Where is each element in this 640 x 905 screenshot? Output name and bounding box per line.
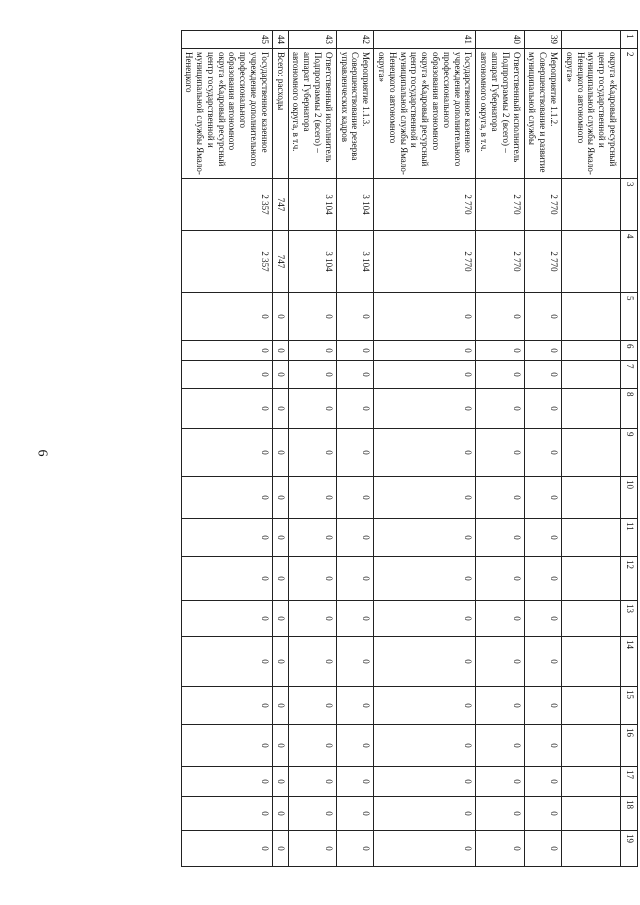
table-cell: 0 xyxy=(476,831,524,867)
table-cell: 0 xyxy=(374,341,476,361)
row-number: 44 xyxy=(272,31,288,49)
table-cell: 0 xyxy=(476,389,524,429)
table-cell xyxy=(562,293,621,341)
table-cell: 0 xyxy=(336,293,373,341)
table-cell: 0 xyxy=(181,429,272,477)
table-cell: 0 xyxy=(524,429,561,477)
table-cell: 0 xyxy=(336,557,373,601)
row-name: Государственное казенное учреждение дополнительного профессионального образования автономного округа «Кадровый ресурсный центр государственной и муниципальной службы Ямало-Ненецкого xyxy=(181,49,272,179)
table-cell: 0 xyxy=(476,767,524,797)
table-cell: 0 xyxy=(272,389,288,429)
table-cell xyxy=(562,389,621,429)
table-cell: 0 xyxy=(476,341,524,361)
table-cell xyxy=(562,477,621,519)
row-number: 42 xyxy=(336,31,373,49)
table-cell: 747 xyxy=(272,179,288,231)
table-cell: 0 xyxy=(272,637,288,687)
table-cell: 0 xyxy=(476,725,524,767)
table-cell: 0 xyxy=(374,831,476,867)
column-header: 7 xyxy=(621,361,638,389)
table-row xyxy=(288,31,336,867)
table-cell: 0 xyxy=(336,601,373,637)
table-cell: 0 xyxy=(272,687,288,725)
table-cell: 0 xyxy=(476,797,524,831)
column-header: 3 xyxy=(621,179,638,231)
column-header: 11 xyxy=(621,519,638,557)
row-name: Мероприятие 1.1.2. Совершенствование и развитие муниципальной службы xyxy=(524,49,561,179)
table-cell: 0 xyxy=(288,831,336,867)
table-cell xyxy=(562,767,621,797)
table-cell: 0 xyxy=(181,361,272,389)
table-cell: 2 770 xyxy=(524,179,561,231)
table-cell xyxy=(562,687,621,725)
table-cell xyxy=(562,361,621,389)
budget-table xyxy=(181,30,638,867)
table-cell: 2 770 xyxy=(476,179,524,231)
table-cell: 0 xyxy=(374,429,476,477)
table-cell: 0 xyxy=(476,293,524,341)
table-cell: 0 xyxy=(288,767,336,797)
table-cell: 0 xyxy=(181,725,272,767)
table-cell: 0 xyxy=(524,767,561,797)
page-number: 6 xyxy=(34,449,50,457)
column-header: 2 xyxy=(621,49,638,179)
table-cell: 0 xyxy=(374,557,476,601)
table-cell: 0 xyxy=(374,519,476,557)
table-cell: 0 xyxy=(288,725,336,767)
table-cell: 3 104 xyxy=(336,179,373,231)
table-cell: 0 xyxy=(181,637,272,687)
row-name: округа «Кадровый ресурсный центр государственной и муниципальной службы Ямало-Ненецкого автономного округа» xyxy=(562,49,621,179)
table-cell: 0 xyxy=(336,637,373,687)
row-name: Мероприятие 1.1.3. Совершенствование резерва управленческих кадров xyxy=(336,49,373,179)
table-cell: 0 xyxy=(374,687,476,725)
column-header: 12 xyxy=(621,557,638,601)
row-number: 39 xyxy=(524,31,561,49)
table-cell: 0 xyxy=(336,687,373,725)
table-cell: 0 xyxy=(336,831,373,867)
table-cell xyxy=(562,341,621,361)
table-cell: 0 xyxy=(476,477,524,519)
column-header: 9 xyxy=(621,429,638,477)
column-header: 18 xyxy=(621,797,638,831)
row-name: Государственное казенное учреждение дополнительного профессионального образования автономного округа «Кадровый ресурсный центр государственной и муниципальной службы Ямало-Ненецкого автономного округа» xyxy=(374,49,476,179)
table-cell: 2 770 xyxy=(476,231,524,293)
table-cell: 0 xyxy=(374,797,476,831)
table-cell: 0 xyxy=(336,477,373,519)
table-row xyxy=(336,31,373,867)
table-cell: 0 xyxy=(524,831,561,867)
table-cell: 0 xyxy=(524,637,561,687)
table-cell: 0 xyxy=(272,429,288,477)
row-number xyxy=(562,31,621,49)
column-header: 16 xyxy=(621,725,638,767)
table-cell: 0 xyxy=(476,687,524,725)
table-cell: 3 104 xyxy=(288,231,336,293)
table-cell xyxy=(562,429,621,477)
table-cell: 0 xyxy=(374,477,476,519)
header-row xyxy=(621,31,638,867)
table-row xyxy=(181,31,272,867)
table-row xyxy=(562,31,621,867)
column-header: 5 xyxy=(621,293,638,341)
column-header: 13 xyxy=(621,601,638,637)
table-cell: 0 xyxy=(476,429,524,477)
table-cell: 0 xyxy=(336,725,373,767)
row-name: Ответственный исполнитель Подпрограммы 2 (всего) – аппарат Губернатора автономного округа, в т.ч. xyxy=(288,49,336,179)
table-cell: 0 xyxy=(288,341,336,361)
table-cell: 0 xyxy=(288,477,336,519)
column-header: 8 xyxy=(621,389,638,429)
table-cell: 0 xyxy=(288,687,336,725)
table-row xyxy=(272,31,288,867)
table-cell: 0 xyxy=(272,361,288,389)
table-cell: 0 xyxy=(336,361,373,389)
table-cell: 0 xyxy=(374,389,476,429)
table-row xyxy=(374,31,476,867)
table-cell: 0 xyxy=(374,361,476,389)
table-cell: 0 xyxy=(181,519,272,557)
table-cell xyxy=(562,179,621,231)
table-cell: 0 xyxy=(181,293,272,341)
table-cell: 0 xyxy=(272,293,288,341)
table-cell: 0 xyxy=(181,341,272,361)
table-cell: 0 xyxy=(288,637,336,687)
table-cell: 0 xyxy=(181,477,272,519)
table-cell: 0 xyxy=(374,637,476,687)
table-cell: 0 xyxy=(272,725,288,767)
table-cell: 2 770 xyxy=(524,231,561,293)
row-number: 40 xyxy=(476,31,524,49)
table-cell: 0 xyxy=(524,687,561,725)
table-cell: 0 xyxy=(181,601,272,637)
table-body xyxy=(181,31,620,867)
table-cell: 0 xyxy=(336,429,373,477)
row-name: Всего: расходы xyxy=(272,49,288,179)
row-number: 43 xyxy=(288,31,336,49)
table-cell: 2 357 xyxy=(181,231,272,293)
table-cell: 0 xyxy=(288,293,336,341)
table-cell: 0 xyxy=(524,797,561,831)
table-cell xyxy=(562,637,621,687)
table-cell: 0 xyxy=(524,725,561,767)
table-cell: 0 xyxy=(336,519,373,557)
table-cell: 0 xyxy=(181,797,272,831)
table-cell: 0 xyxy=(181,389,272,429)
table-cell: 0 xyxy=(288,519,336,557)
table-cell xyxy=(562,231,621,293)
table-cell: 0 xyxy=(524,293,561,341)
table-cell: 0 xyxy=(524,389,561,429)
table-cell xyxy=(562,797,621,831)
table-cell: 0 xyxy=(272,767,288,797)
table-cell: 0 xyxy=(272,341,288,361)
table-cell xyxy=(562,725,621,767)
table-cell xyxy=(562,831,621,867)
table-cell: 0 xyxy=(336,797,373,831)
table-cell: 0 xyxy=(374,725,476,767)
table-cell: 0 xyxy=(476,637,524,687)
row-number: 41 xyxy=(374,31,476,49)
table-cell: 0 xyxy=(524,477,561,519)
table-cell: 0 xyxy=(476,519,524,557)
table-cell: 0 xyxy=(476,361,524,389)
table-cell: 2 770 xyxy=(374,179,476,231)
table-cell: 0 xyxy=(272,557,288,601)
table-cell xyxy=(562,601,621,637)
table-cell: 0 xyxy=(374,293,476,341)
table-cell xyxy=(562,519,621,557)
table-cell: 0 xyxy=(374,767,476,797)
table-cell: 0 xyxy=(272,797,288,831)
column-header: 4 xyxy=(621,231,638,293)
table-cell: 747 xyxy=(272,231,288,293)
table-cell: 0 xyxy=(524,601,561,637)
table-cell: 0 xyxy=(181,767,272,797)
table-cell: 0 xyxy=(524,519,561,557)
column-header: 1 xyxy=(621,31,638,49)
column-header: 17 xyxy=(621,767,638,797)
table-cell: 2 357 xyxy=(181,179,272,231)
table-cell: 0 xyxy=(181,687,272,725)
table-cell: 0 xyxy=(272,601,288,637)
table-cell: 0 xyxy=(524,361,561,389)
table-cell: 0 xyxy=(288,361,336,389)
table-cell: 0 xyxy=(181,557,272,601)
table-cell: 0 xyxy=(476,601,524,637)
table-cell: 0 xyxy=(288,389,336,429)
table-cell: 0 xyxy=(524,557,561,601)
column-header: 6 xyxy=(621,341,638,361)
table-cell: 0 xyxy=(288,797,336,831)
table-cell: 2 770 xyxy=(374,231,476,293)
table-cell: 0 xyxy=(288,429,336,477)
table-cell: 0 xyxy=(374,601,476,637)
table-row xyxy=(476,31,524,867)
table-cell xyxy=(562,557,621,601)
table-cell: 0 xyxy=(288,601,336,637)
table-cell: 0 xyxy=(336,389,373,429)
table-cell: 0 xyxy=(524,341,561,361)
table-cell: 0 xyxy=(336,341,373,361)
table-cell: 3 104 xyxy=(288,179,336,231)
table-cell: 3 104 xyxy=(336,231,373,293)
column-header: 14 xyxy=(621,637,638,687)
table-cell: 0 xyxy=(288,557,336,601)
table-cell: 0 xyxy=(476,557,524,601)
table-cell: 0 xyxy=(181,831,272,867)
row-name: Ответственный исполнитель Подпрограммы 2 (всего) – аппарат Губернатора автономного округа, в т.ч. xyxy=(476,49,524,179)
table-container xyxy=(78,0,638,905)
column-header: 19 xyxy=(621,831,638,867)
column-header: 15 xyxy=(621,687,638,725)
row-number: 45 xyxy=(181,31,272,49)
table-cell: 0 xyxy=(336,767,373,797)
column-header: 10 xyxy=(621,477,638,519)
table-row xyxy=(524,31,561,867)
table-cell: 0 xyxy=(272,477,288,519)
table-cell: 0 xyxy=(272,831,288,867)
table-cell: 0 xyxy=(272,519,288,557)
